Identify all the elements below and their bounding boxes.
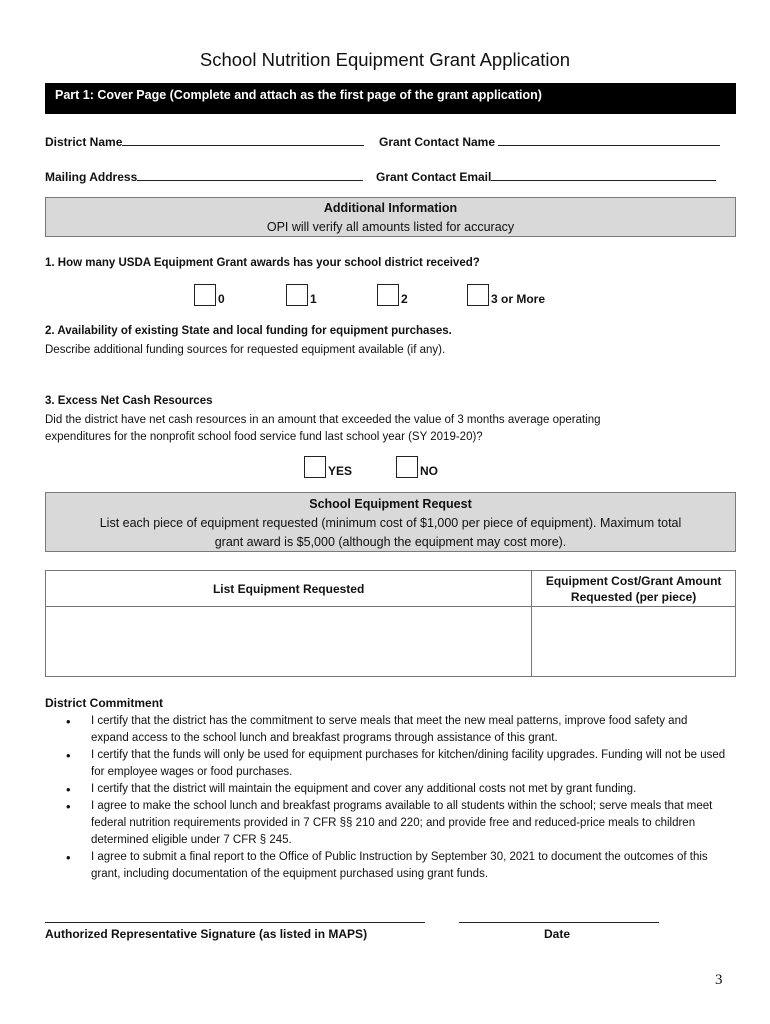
- district-commitment-title: District Commitment: [45, 696, 164, 710]
- date-label: Date: [544, 927, 571, 941]
- question-2-text: Describe additional funding sources for requested equipment available (if any).: [45, 344, 446, 356]
- question-3-title: 3. Excess Net Cash Resources: [45, 395, 213, 407]
- mailing-address-line[interactable]: [137, 169, 363, 181]
- commitment-list: [66, 713, 726, 883]
- page-number: 3: [715, 972, 723, 988]
- q3-option-no[interactable]: NO: [396, 456, 438, 478]
- q3-option-yes[interactable]: YES: [304, 456, 352, 478]
- page-title: School Nutrition Equipment Grant Application: [199, 49, 571, 70]
- col-cost-header: Equipment Cost/Grant Amount Requested (per piece): [532, 571, 736, 607]
- district-name-line[interactable]: [122, 134, 364, 146]
- list-item: • I certify that the district has the commitment to serve meals that meet the new meal patterns, improve food safety and expand access to the school lunch and breakfast programs through assistance of this grant.: [66, 713, 726, 747]
- grant-contact-name-label: Grant Contact Name: [379, 135, 496, 149]
- additional-info-box: [45, 197, 736, 237]
- signature-line[interactable]: [45, 911, 425, 923]
- question-3-text-line-1: Did the district have net cash resources in an amount that exceeded the value of 3 months average operating: [45, 414, 601, 426]
- equipment-input-cell[interactable]: [46, 607, 532, 677]
- grant-contact-name-line[interactable]: [498, 134, 720, 146]
- question-2-title: 2. Availability of existing State and local funding for equipment purchases.: [45, 325, 452, 337]
- contact-row-2: [45, 169, 736, 187]
- checkbox[interactable]: [194, 284, 216, 306]
- q1-option-1[interactable]: 1: [286, 284, 317, 306]
- mailing-address-label: Mailing Address: [45, 170, 138, 184]
- contact-row-1: [45, 134, 736, 152]
- signature-label: Authorized Representative Signature (as listed in MAPS): [45, 927, 368, 941]
- additional-info-heading: Additional Information: [323, 201, 458, 215]
- col-equipment-header: List Equipment Requested: [46, 571, 532, 607]
- q1-option-3-or-more[interactable]: 3 or More: [467, 284, 545, 306]
- equipment-request-box: [45, 492, 736, 552]
- checkbox[interactable]: [304, 456, 326, 478]
- equipment-table: [45, 570, 736, 677]
- equipment-request-line-2: grant award is $5,000 (although the equipment may cost more).: [214, 535, 567, 549]
- checkbox[interactable]: [396, 456, 418, 478]
- question-3-text-line-2: expenditures for the nonprofit school food service fund last school year (SY 2019-20)?: [45, 431, 483, 443]
- part-header-bar: Part 1: Cover Page (Complete and attach as the first page of the grant application): [45, 83, 736, 114]
- table-header-row: [46, 571, 736, 607]
- mailing-address-field[interactable]: [45, 169, 363, 184]
- grant-contact-email-field[interactable]: [376, 169, 716, 184]
- cost-input-cell[interactable]: [532, 607, 736, 677]
- grant-contact-name-field[interactable]: [379, 134, 720, 149]
- list-item: • I agree to make the school lunch and breakfast programs available to all students within the school; serve meals that meet federal nutrition requirements provided in 7 CFR §§ 210 and 220; and provide free and reduced-price meals to children determined eligible under 7 CFR § 245.: [66, 798, 726, 849]
- list-item: • I agree to submit a final report to the Office of Public Instruction by September 30, 2021 to document the outcomes of this grant, including documentation of the equipment purchased using grant funds.: [66, 849, 726, 883]
- question-1-title: 1. How many USDA Equipment Grant awards has your school district received?: [45, 257, 480, 269]
- additional-info-text: OPI will verify all amounts listed for accuracy: [266, 220, 515, 234]
- list-item: • I certify that the funds will only be used for equipment purchases for kitchen/dining facility upgrades. Funding will not be used for employee wages or food purchases.: [66, 747, 726, 781]
- district-name-field[interactable]: [45, 134, 364, 149]
- district-name-label: District Name: [45, 135, 123, 149]
- q1-option-0[interactable]: 0: [194, 284, 225, 306]
- list-item: • I certify that the district will maintain the equipment and cover any additional costs not met by grant funding.: [66, 781, 726, 798]
- q1-option-2[interactable]: 2: [377, 284, 408, 306]
- equipment-request-heading: School Equipment Request: [309, 497, 472, 511]
- grant-contact-email-line[interactable]: [491, 169, 716, 181]
- checkbox[interactable]: [467, 284, 489, 306]
- checkbox[interactable]: [377, 284, 399, 306]
- grant-contact-email-label: Grant Contact Email: [376, 170, 492, 184]
- table-row: [46, 607, 736, 677]
- date-line[interactable]: [459, 911, 659, 923]
- checkbox[interactable]: [286, 284, 308, 306]
- equipment-request-line-1: List each piece of equipment requested (minimum cost of $1,000 per piece of equipment). Maximum total: [99, 516, 682, 530]
